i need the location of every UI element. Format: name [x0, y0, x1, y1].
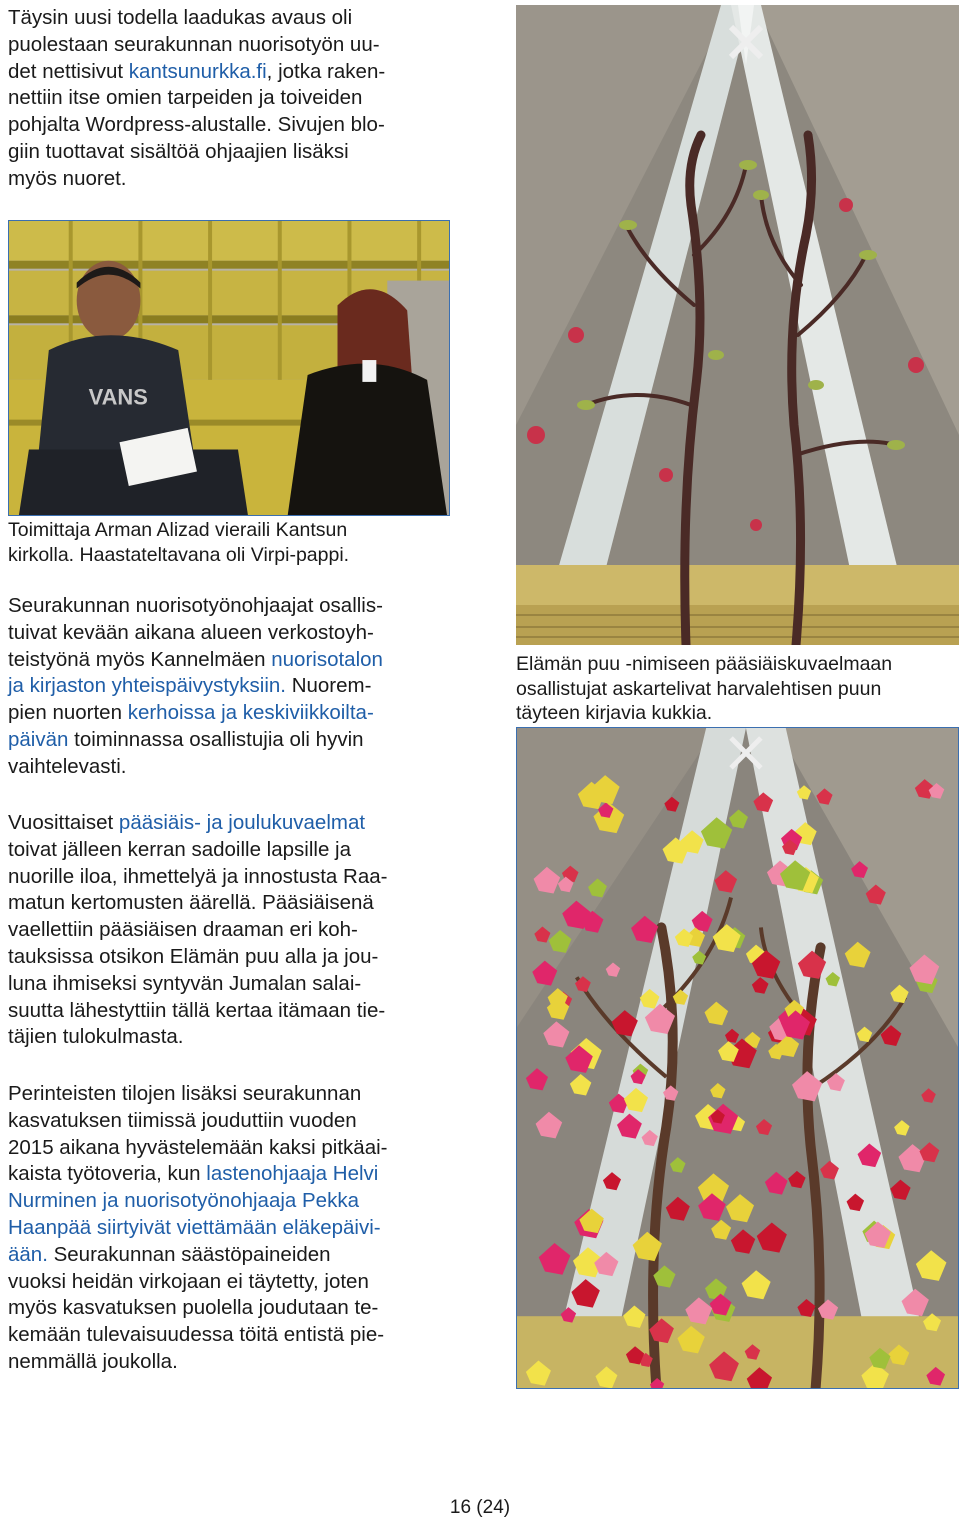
- text-segment: kemään tulevaisuudessa töitä entistä pie-: [8, 1323, 385, 1347]
- text-line: [8, 1162, 378, 1185]
- text-line: [8, 811, 365, 834]
- text-segment: matun kertomusten äärellä. Pääsiäisenä: [8, 891, 374, 915]
- text-line: [8, 621, 374, 644]
- link-text[interactable]: pääsiäis- ja joulukuvaelmat: [118, 811, 366, 834]
- interview-caption-line-2: kirkolla. Haastateltavana oli Virpi-pappi.: [8, 543, 350, 566]
- text-segment: nettiin itse omien tarpeiden ja toiveiden: [8, 86, 363, 110]
- interview-caption: [8, 518, 448, 567]
- paragraph-network: [8, 593, 448, 781]
- text-line: [8, 1243, 331, 1266]
- text-line: [8, 167, 127, 190]
- text-segment: Seurakunnan nuorisotyönohjaajat osallis-: [8, 594, 383, 617]
- paragraph-staff: [8, 1081, 448, 1376]
- text-line: [8, 1109, 357, 1132]
- text-line: [8, 1136, 387, 1159]
- text-segment: , jotka raken-: [266, 59, 386, 83]
- text-segment: kaista työtoveria, kun: [8, 1162, 207, 1186]
- interview-photo: [8, 220, 450, 516]
- text-segment: nuorille iloa, ihmettelyä ja innostusta Raa-: [8, 864, 388, 888]
- text-line: [8, 1189, 359, 1212]
- tree-flowers-photo: [516, 727, 959, 1389]
- tree-caption-line-3: täyteen kirjavia kukkia.: [516, 702, 713, 724]
- text-segment: Seurakunnan säästöpaineiden: [47, 1242, 331, 1266]
- text-segment: det nettisivut: [8, 59, 129, 83]
- text-line: [8, 86, 362, 109]
- paragraph-website: [8, 5, 448, 193]
- text-line: [8, 60, 385, 83]
- link-text[interactable]: ään.: [8, 1242, 48, 1266]
- text-line: [8, 6, 352, 29]
- text-line: [8, 648, 383, 671]
- link-text[interactable]: Haanpää siirtyivät viettämään eläkepäivi-: [8, 1215, 381, 1239]
- text-segment: vaihtelevasti.: [8, 754, 127, 778]
- text-segment: kasvatuksen tiimissä jouduttiin vuoden: [8, 1108, 357, 1132]
- text-line: [8, 865, 387, 888]
- text-line: [8, 701, 374, 724]
- text-line: [8, 113, 385, 136]
- text-segment: vaellettiin pääsiäisen draaman eri koh-: [8, 918, 358, 942]
- text-line: [8, 1216, 381, 1239]
- text-line: [8, 33, 380, 56]
- link-text[interactable]: Nurminen ja nuorisotyönohjaaja Pekka: [8, 1189, 359, 1213]
- text-segment: toiminnassa osallistujia oli hyvin: [68, 727, 364, 751]
- text-line: [8, 999, 385, 1022]
- text-line: [8, 918, 358, 941]
- text-line: [8, 674, 371, 697]
- text-segment: tauksissa otsikon Elämän puu alla ja jou-: [8, 944, 379, 968]
- paragraph-pageants: [8, 810, 448, 1051]
- text-line: [8, 594, 383, 617]
- text-segment: myös nuoret.: [8, 166, 127, 190]
- text-line: [8, 1082, 361, 1105]
- text-segment: suutta lähestyttiin tällä kertaa itämaan tie-: [8, 998, 386, 1022]
- text-segment: giin tuottavat sisältöä ohjaajien lisäksi: [8, 139, 349, 163]
- text-line: [8, 838, 351, 861]
- text-segment: vuoksi heidän virkojaan ei täytetty, joten: [8, 1269, 369, 1293]
- text-line: [8, 140, 349, 163]
- text-line: [8, 945, 378, 968]
- page-number: 16 (24): [449, 1497, 511, 1518]
- shirt-text: VANS: [88, 384, 148, 410]
- text-segment: myös kasvatuksen puolella joudutaan te-: [8, 1296, 379, 1320]
- text-line: [8, 755, 127, 778]
- text-segment: Vuosittaiset: [8, 811, 119, 834]
- text-segment: nemmällä joukolla.: [8, 1349, 178, 1373]
- text-line: [8, 728, 364, 751]
- text-line: [8, 1025, 183, 1048]
- text-line: [8, 1296, 378, 1319]
- text-line: [8, 891, 374, 914]
- text-segment: Nuorem-: [286, 674, 372, 698]
- link-text[interactable]: kantsunurkka.fi: [128, 59, 267, 83]
- text-segment: teistyönä myös Kannelmäen: [8, 647, 272, 671]
- text-segment: täjien tulokulmasta.: [8, 1025, 184, 1049]
- link-text[interactable]: kerhoissa ja keskiviikkoilta-: [127, 701, 374, 725]
- text-segment: toivat jälleen kerran sadoille lapsille ja: [8, 837, 351, 861]
- text-line: [8, 1350, 178, 1373]
- text-segment: pohjalta Wordpress-alustalle. Sivujen blo-: [8, 113, 385, 137]
- tree-caption-line-2: osallistujat askartelivat harvalehtisen puun: [516, 677, 882, 700]
- text-segment: luna ihmiseksi syntyvän Jumalan salai-: [8, 971, 362, 995]
- tree-caption-line-1: Elämän puu -nimiseen pääsiäiskuvaelmaan: [516, 653, 893, 675]
- link-text[interactable]: ja kirjaston yhteispäivystyksiin.: [8, 674, 286, 698]
- text-segment: 2015 aikana hyvästelemään kaksi pitkäai-: [8, 1135, 388, 1159]
- text-segment: Perinteisten tilojen lisäksi seurakunnan: [8, 1082, 362, 1105]
- church-tree-photo: [516, 5, 959, 645]
- text-segment: pien nuorten: [8, 701, 128, 725]
- link-text[interactable]: päivän: [8, 727, 69, 751]
- text-segment: tuivat kevään aikana alueen verkostoyh-: [8, 620, 374, 644]
- interview-caption-line-1: Toimittaja Arman Alizad vieraili Kantsun: [8, 519, 348, 541]
- text-segment: Täysin uusi todella laadukas avaus oli: [8, 6, 353, 29]
- text-line: [8, 1323, 384, 1346]
- text-line: [8, 972, 361, 995]
- text-line: [8, 1270, 369, 1293]
- text-segment: puolestaan seurakunnan nuorisotyön uu-: [8, 32, 380, 56]
- link-text[interactable]: lastenohjaaja Helvi: [206, 1162, 379, 1186]
- tree-caption: [516, 652, 960, 726]
- link-text[interactable]: nuorisotalon: [271, 647, 383, 671]
